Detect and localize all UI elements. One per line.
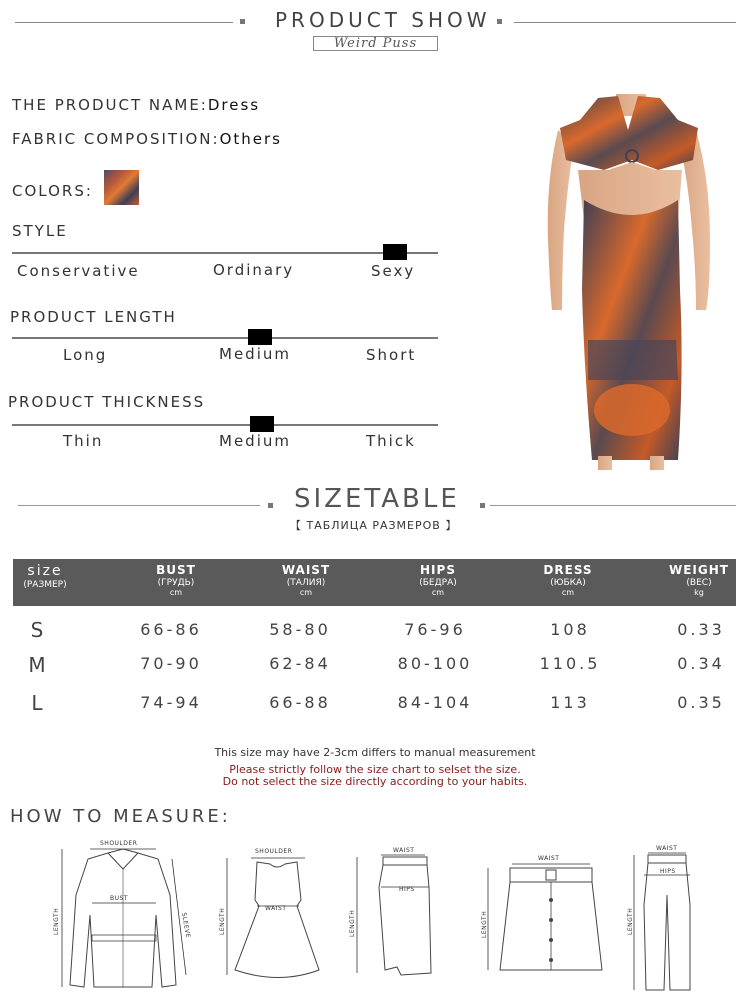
weight-cell: 0.33 xyxy=(677,620,725,639)
dress-measure-figure xyxy=(215,840,335,990)
hips-label: HIPS xyxy=(399,886,415,893)
length-option-short: Short xyxy=(366,346,417,364)
note-follow-chart: Please strictly follow the size chart to selset the size. xyxy=(229,763,521,776)
style-option-ordinary: Ordinary xyxy=(213,261,295,279)
product-name-row xyxy=(12,96,260,114)
waist-cell: 66-88 xyxy=(269,693,331,712)
sizetable-rule-left xyxy=(18,505,260,506)
thickness-scale-line xyxy=(12,424,438,426)
sizetable-subtitle: 【 ТАБЛИЦА РАЗМЕРОВ 】 xyxy=(290,519,458,532)
length-label: LENGTH xyxy=(481,910,488,938)
length-option-long: Long xyxy=(63,346,108,364)
shoulder-label: SHOULDER xyxy=(255,848,293,855)
size-cell: S xyxy=(30,618,44,642)
jacket-measure-figure xyxy=(48,835,198,995)
fabric-row xyxy=(12,130,282,148)
shoulder-label: SHOULDER xyxy=(100,840,138,847)
header-rule-right xyxy=(514,22,736,23)
sizetable-title: SIZETABLE xyxy=(294,484,460,514)
size-table-header xyxy=(13,559,736,606)
length-label: LENGTH xyxy=(53,907,60,935)
hips-cell: 80-100 xyxy=(397,654,473,673)
length-option-medium: Medium xyxy=(219,345,291,363)
size-cell: M xyxy=(28,653,46,677)
waist-label: WAIST xyxy=(538,855,560,862)
style-option-conservative: Conservative xyxy=(17,262,140,280)
product-photo xyxy=(528,90,738,470)
waist-cell: 58-80 xyxy=(269,620,331,639)
color-swatch[interactable] xyxy=(104,170,139,205)
style-label: STYLE xyxy=(12,222,68,240)
how-to-measure-title: HOW TO MEASURE: xyxy=(10,806,231,827)
length-label: LENGTH xyxy=(349,909,356,937)
length-scale-line xyxy=(12,337,438,339)
style-scale-line xyxy=(12,252,438,254)
colors-label: COLORS: xyxy=(12,182,93,200)
note-measurement: This size may have 2-3cm differs to manual measurement xyxy=(214,746,536,759)
dress-cell: 110.5 xyxy=(539,654,601,673)
bust-label: BUST xyxy=(110,895,128,902)
bust-cell: 70-90 xyxy=(140,654,202,673)
waist-label: WAIST xyxy=(656,845,678,852)
sizetable-square-left xyxy=(268,503,273,508)
length-label: LENGTH xyxy=(219,907,226,935)
brand-name: Weird Puss xyxy=(313,36,438,51)
weight-cell: 0.35 xyxy=(677,693,725,712)
thickness-marker xyxy=(250,416,274,432)
thickness-label: PRODUCT THICKNESS xyxy=(8,393,206,411)
fabric-label: FABRIC COMPOSITION: xyxy=(12,130,220,148)
weight-cell: 0.34 xyxy=(677,654,725,673)
col-dress: DRESS (ЮБКА) cm xyxy=(543,563,593,597)
bust-cell: 74-94 xyxy=(140,693,202,712)
hips-label: HIPS xyxy=(660,868,676,875)
sizetable-rule-right xyxy=(490,505,736,506)
header-square-right xyxy=(497,19,502,24)
fabric-value: Others xyxy=(219,130,282,148)
waist-cell: 62-84 xyxy=(269,654,331,673)
product-name-value: Dress xyxy=(207,96,261,114)
length-marker xyxy=(248,329,272,345)
col-weight: WEIGHT (ВЕС) kg xyxy=(669,563,729,597)
thickness-option-medium: Medium xyxy=(219,432,291,450)
col-hips: HIPS (БЕДРА) cm xyxy=(419,563,457,597)
waist-label: WAIST xyxy=(393,847,415,854)
thickness-option-thick: Thick xyxy=(366,432,416,450)
hips-cell: 84-104 xyxy=(397,693,473,712)
thickness-option-thin: Thin xyxy=(63,432,104,450)
length-label: LENGTH xyxy=(627,907,634,935)
size-cell: L xyxy=(31,691,43,715)
pants-measure-figure xyxy=(620,845,730,995)
header-square-left xyxy=(240,19,245,24)
length-label: PRODUCT LENGTH xyxy=(10,308,177,326)
header-rule-left xyxy=(15,22,233,23)
waist-label: WAIST xyxy=(265,905,287,912)
col-size: size (РАЗМЕР) xyxy=(23,563,67,590)
sizetable-square-right xyxy=(480,503,485,508)
style-option-sexy: Sexy xyxy=(371,262,416,280)
skirt-measure-figure xyxy=(345,845,445,985)
product-name-label: THE PRODUCT NAME: xyxy=(12,96,208,114)
style-marker xyxy=(383,244,407,260)
dress-cell: 108 xyxy=(550,620,590,639)
dress-cell: 113 xyxy=(550,693,590,712)
sleeve-label: SLEEVE xyxy=(180,912,192,939)
mini-skirt-measure-figure xyxy=(478,850,618,980)
page-title: PRODUCT SHOW xyxy=(275,8,491,32)
col-waist: WAIST (ТАЛИЯ) cm xyxy=(281,563,331,597)
hips-cell: 76-96 xyxy=(404,620,466,639)
note-do-not-select: Do not select the size directly according to your habits. xyxy=(222,775,528,788)
col-bust: BUST (ГРУДЬ) cm xyxy=(156,563,196,597)
bust-cell: 66-86 xyxy=(140,620,202,639)
